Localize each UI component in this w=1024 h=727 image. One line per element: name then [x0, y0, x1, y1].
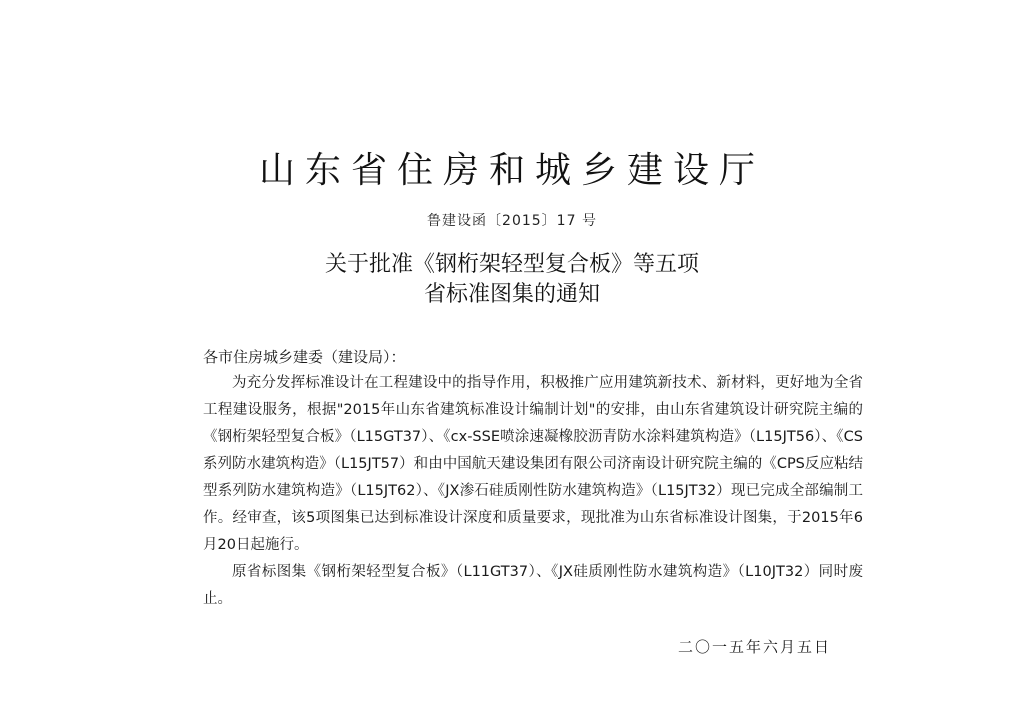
issuing-agency: 山东省住房和城乡建设厅	[258, 150, 765, 191]
issue-date: 二〇一五年六月五日	[678, 638, 832, 656]
body-paragraph-2: 原省标图集《钢桁架轻型复合板》（L11GT37）、《JX硅质刚性防水建筑构造》（L10JT32）同时废止。	[203, 564, 863, 607]
title-line-2: 省标准图集的通知	[423, 282, 600, 307]
title-line-1: 关于批准《钢桁架轻型复合板》等五项	[324, 252, 699, 277]
document-body	[203, 370, 863, 613]
body-paragraph-1: 为充分发挥标准设计在工程建设中的指导作用，积极推广应用建筑新技术、新材料，更好地为全省工程建设服务，根据"2015年山东省建筑标准设计编制计划"的安排，由山东省建筑设计研究院主编的《钢桁架轻型复合板》（L15GT37）、《cx-SSE喷涂速凝橡胶沥青防水涂料建筑构造》（L15JT56）、《CS系列防水建筑构造》（L15JT57）和由中国航天建设集团有限公司济南设计研究院主编的《CPS反应粘结型系列防水建筑构造》（L15JT62）、《JX渗石硅质刚性防水建筑构造》（L15JT32）现已完成全部编制工作。经审查，该5项图集已达到标准设计深度和质量要求，现批准为山东省标准设计图集，于2015年6月20日起施行。	[203, 375, 863, 553]
document-number: 鲁建设函〔2015〕17 号	[427, 213, 597, 229]
salutation: 各市住房城乡建委（建设局）：	[203, 348, 406, 366]
document-title	[0, 250, 1024, 310]
